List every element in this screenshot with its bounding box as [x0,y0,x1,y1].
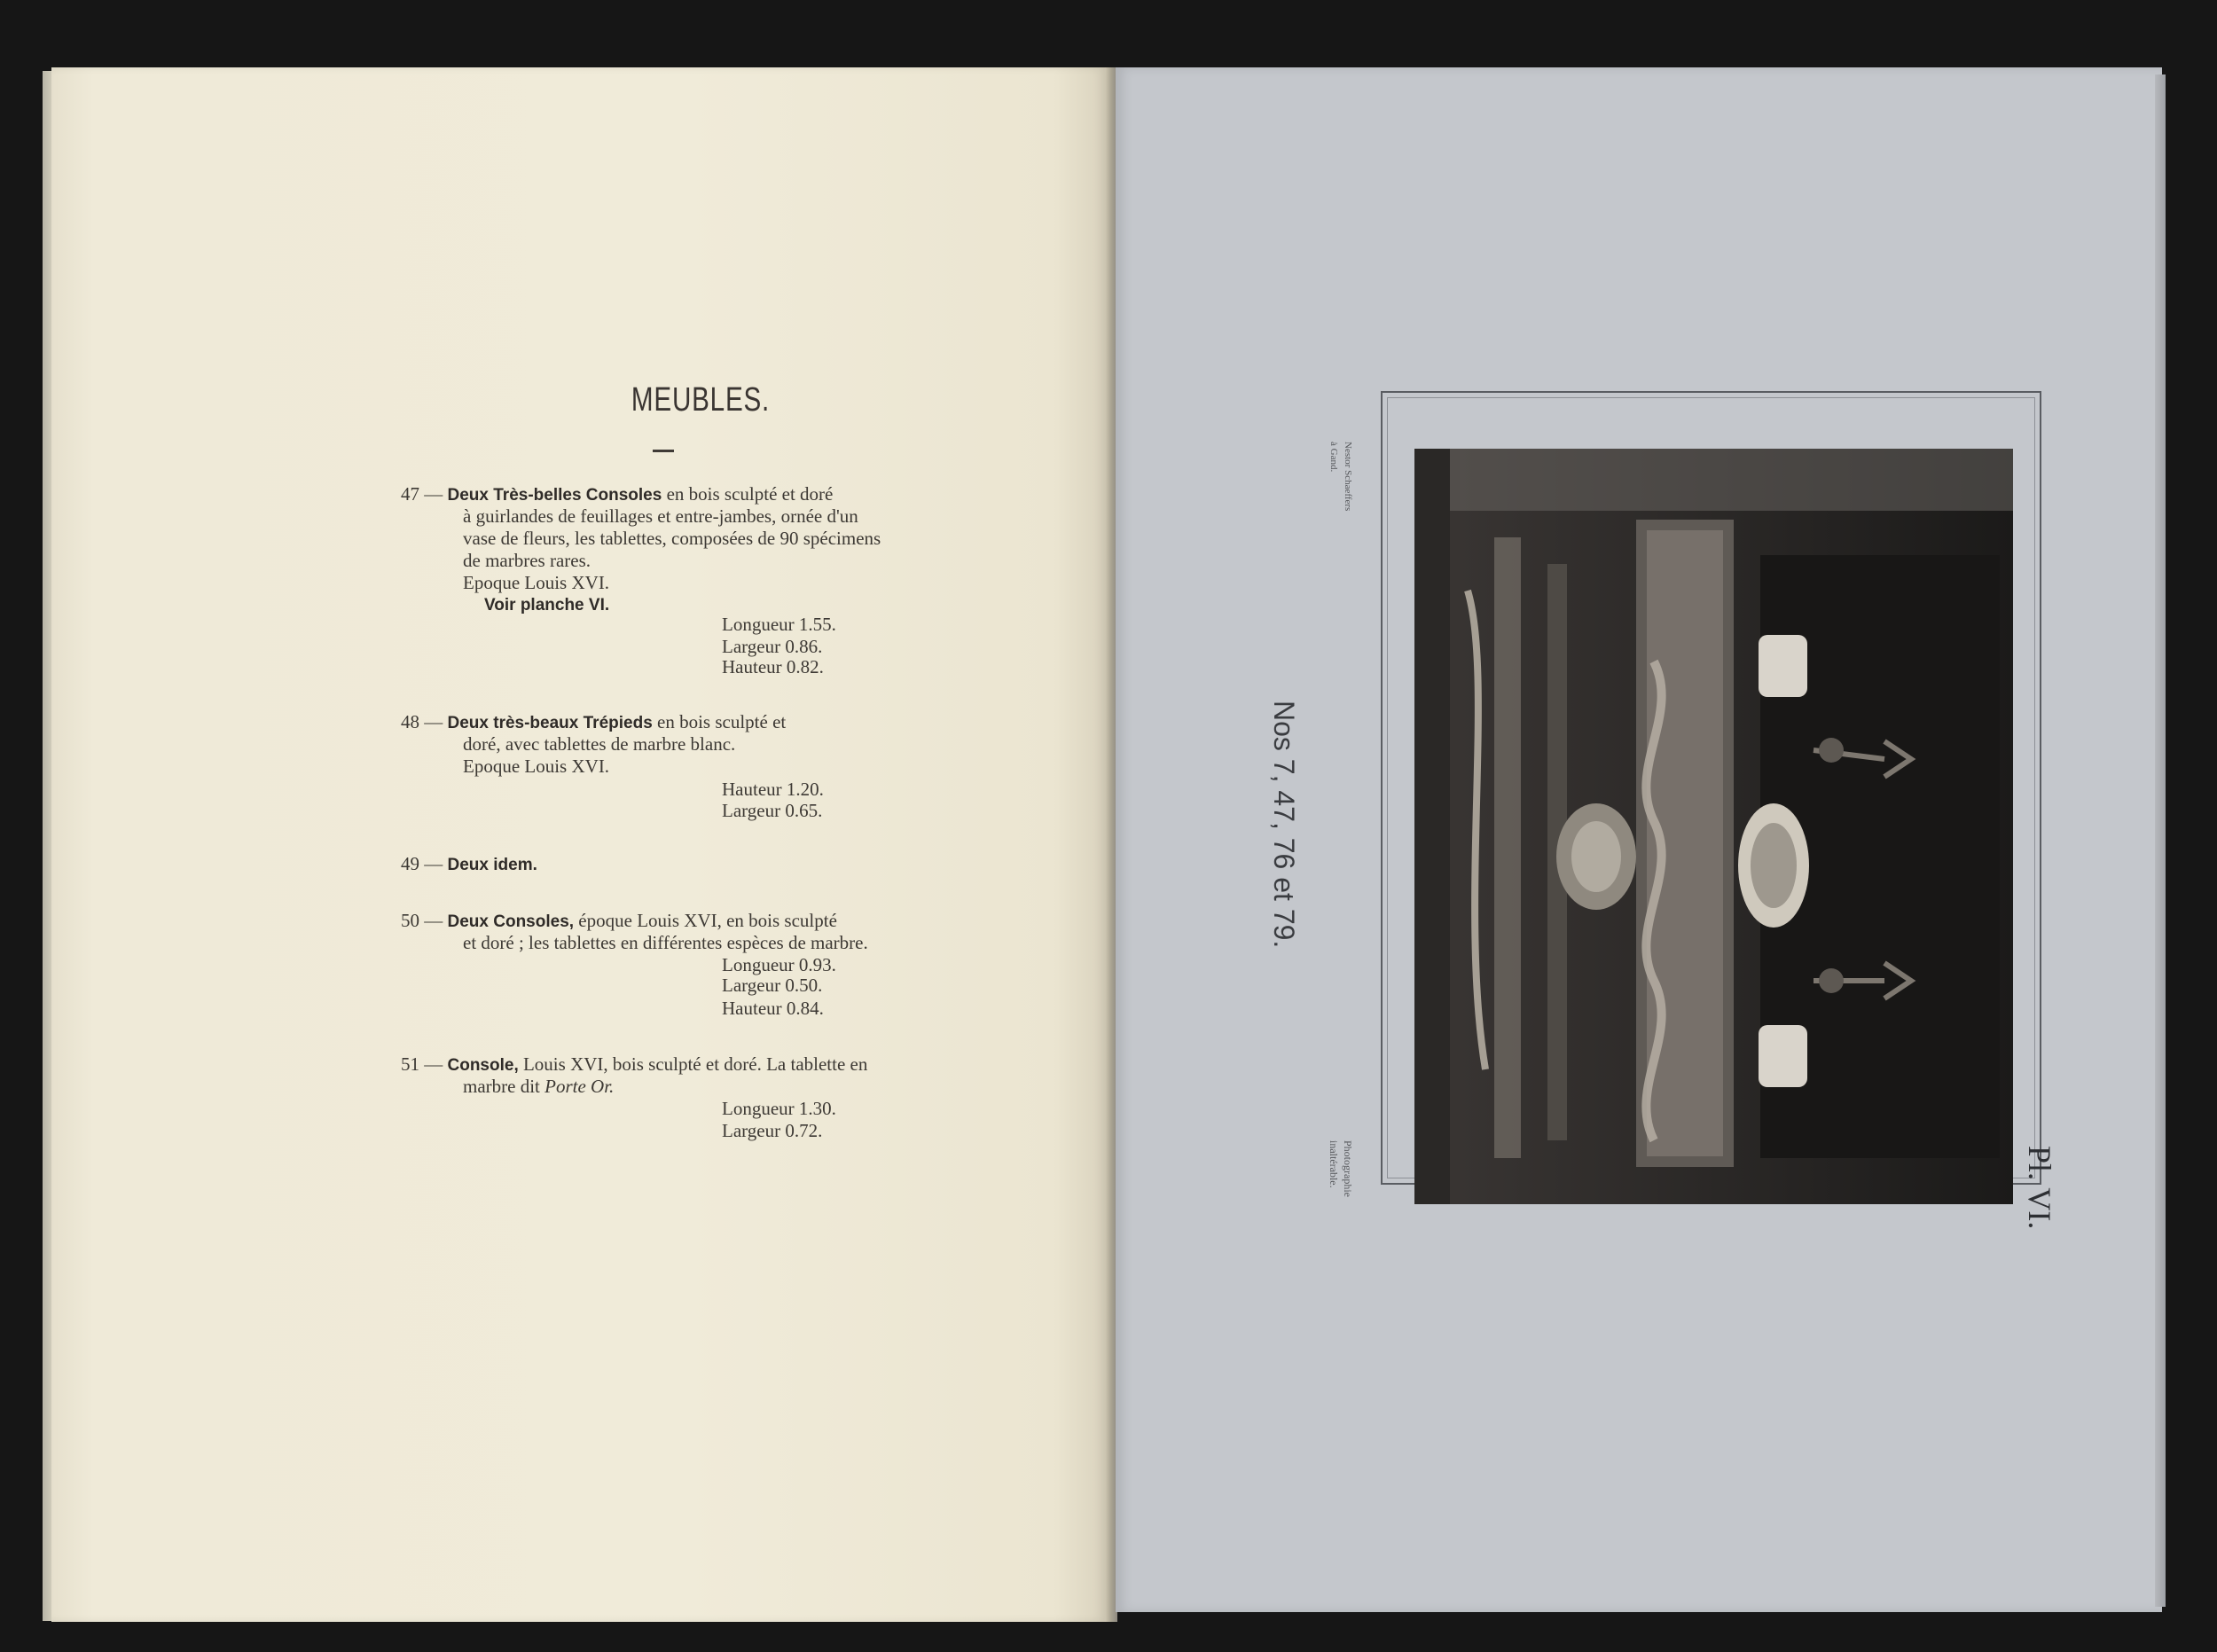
measure-width: Largeur 0.72. [722,1120,823,1141]
entry-text: à guirlandes de feuillages et entre-jambes, ornée d'un [463,505,858,527]
process-line: inaltérable. [1328,1140,1340,1188]
measure-width: Largeur 0.86. [722,636,823,657]
entry-50 [401,910,837,932]
left-page [51,67,1107,1622]
entry-text: marbre dit [463,1076,540,1097]
entry-title: Deux très-beaux Trépieds [447,714,653,732]
entry-number: 47 [401,483,419,505]
plate-reference: Voir planche VI. [484,596,610,615]
catalog-numbers-label: Nos 7, 47, 76 et 79. [1268,701,1300,949]
measure-height: Hauteur 0.84. [722,998,824,1019]
heading-rule [653,450,674,452]
entry-text: et doré ; les tablettes en différentes espèces de marbre. [463,932,868,953]
entry-italic-text: Porte Or. [544,1076,615,1097]
entry-title: Deux Très-belles Consoles [447,486,662,505]
publisher-name: Nestor Schaeffers [1343,442,1353,512]
entry-dash: — [424,483,443,505]
entry-dash: — [424,1053,443,1075]
entry-title: Deux idem. [447,856,537,874]
entry-number: 49 [401,853,419,874]
process-line: Photographie [1342,1140,1354,1197]
entry-48 [401,711,786,733]
entry-number: 51 [401,1053,419,1075]
process-credit [1327,1140,1355,1197]
entry-text: en bois sculpté et [657,711,787,732]
plate-photograph [1414,449,2013,1204]
entry-number: 50 [401,910,419,931]
measure-length: Longueur 1.55. [722,614,836,635]
measure-width: Largeur 0.65. [722,800,823,821]
publisher-city: à Gand. [1328,442,1339,473]
console-illustration [1414,449,2013,1204]
entry-text: Louis XVI, bois sculpté et doré. La tablette en [522,1053,868,1075]
entry-dash: — [424,910,443,931]
entry-text-line [463,1076,614,1098]
measure-length: Longueur 1.30. [722,1098,836,1119]
entry-text: vase de fleurs, les tablettes, composées de 90 spécimens [463,528,881,549]
plate-number-label: Pl. VI. [2022,1146,2057,1230]
publisher-credit [1327,442,1355,511]
entry-text: doré, avec tablettes de marbre blanc. [463,733,736,755]
entry-47 [401,483,833,505]
entry-text: Epoque Louis XVI. [463,572,610,593]
measure-width: Largeur 0.50. [722,975,823,996]
entry-49 [401,853,537,875]
entry-text: époque Louis XVI, en bois sculpté [578,910,837,931]
measure-height: Hauteur 1.20. [722,779,824,800]
entry-title: Console, [447,1056,519,1075]
right-page-edge [2155,74,2166,1607]
entry-title: Deux Consoles, [447,912,575,931]
entry-dash: — [424,711,443,732]
section-heading: MEUBLES. [631,381,771,419]
entry-51 [401,1053,867,1076]
entry-text: de marbres rares. [463,550,591,571]
measure-height: Hauteur 0.82. [722,656,824,677]
measure-length: Longueur 0.93. [722,954,836,975]
entry-text: Epoque Louis XVI. [463,756,610,777]
entry-text: en bois sculpté et doré [666,483,834,505]
entry-dash: — [424,853,443,874]
entry-number: 48 [401,711,419,732]
